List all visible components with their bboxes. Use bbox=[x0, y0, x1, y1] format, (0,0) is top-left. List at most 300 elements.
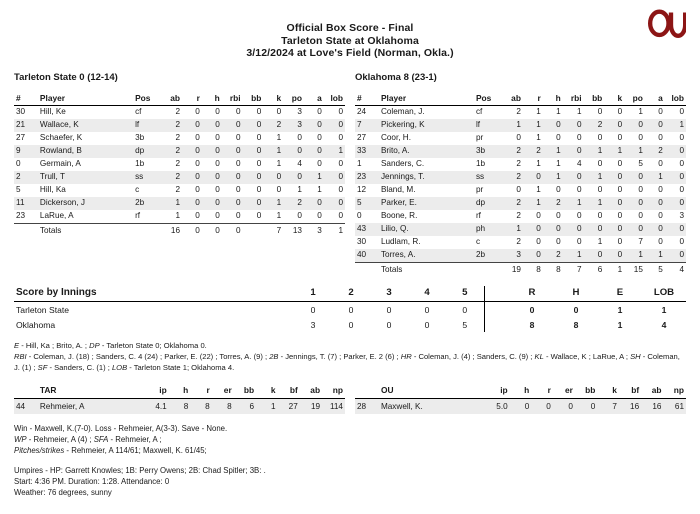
away-pitching-block bbox=[14, 383, 345, 413]
row-bb: 0 bbox=[256, 107, 262, 117]
batting-section bbox=[0, 72, 700, 277]
pitching-row bbox=[14, 399, 345, 414]
row-bb: 0 bbox=[584, 249, 605, 262]
innings-label: Score by Innings bbox=[14, 286, 294, 302]
row-h: 0 bbox=[215, 172, 220, 182]
col-number bbox=[14, 383, 38, 399]
row-bb: 0 bbox=[256, 172, 262, 182]
summary-h: 0 bbox=[573, 304, 579, 315]
pitcher-h: 8 bbox=[183, 401, 189, 411]
row-pos: lf bbox=[135, 120, 140, 130]
game-notes bbox=[0, 341, 700, 373]
note-label-sh: SH bbox=[630, 352, 641, 362]
summary-header-h: H bbox=[554, 286, 598, 302]
row-number: 27 bbox=[16, 133, 26, 143]
pitcher-h: 0 bbox=[524, 401, 530, 411]
row-h: 1 bbox=[556, 172, 561, 182]
row-po: 0 bbox=[638, 198, 643, 208]
innings-header-row bbox=[14, 286, 686, 302]
col-bb: bb bbox=[584, 92, 605, 106]
table-row bbox=[355, 105, 686, 118]
row-player: Dickerson, J bbox=[39, 198, 85, 208]
row-k: 0 bbox=[617, 159, 623, 169]
home-team-title: Oklahoma 8 (23-1) bbox=[355, 71, 437, 83]
row-number: 1 bbox=[357, 159, 362, 169]
col-r: r bbox=[531, 383, 553, 399]
col-er: er bbox=[553, 383, 575, 399]
col-h: h bbox=[169, 383, 191, 399]
row-player: Schaefer, K bbox=[39, 133, 83, 143]
totals-label: Totals bbox=[38, 223, 133, 237]
row-ab: 2 bbox=[175, 146, 181, 156]
row-player: Hill, Ke bbox=[39, 107, 66, 117]
away-team-title: Tarleton State 0 (12-14) bbox=[14, 71, 118, 83]
pitcher-k: 7 bbox=[612, 401, 617, 411]
inning-runs-5: 5 bbox=[446, 317, 484, 332]
col-ab: ab bbox=[502, 92, 523, 106]
title-line-2: Tarleton State at Oklahoma bbox=[281, 34, 419, 47]
row-bb: 0 bbox=[597, 224, 603, 234]
row-h: 1 bbox=[556, 146, 561, 156]
row-po: 0 bbox=[297, 172, 302, 182]
note-label-kl: KL bbox=[534, 352, 544, 362]
col-po: po bbox=[624, 92, 645, 106]
row-k: 0 bbox=[604, 249, 624, 262]
decision-block bbox=[14, 423, 686, 456]
inning-header-3: 3 bbox=[370, 286, 408, 302]
note-label-hr: HR bbox=[400, 352, 412, 362]
row-r: 0 bbox=[195, 185, 200, 195]
pitching-section bbox=[0, 383, 700, 413]
row-k: 0 bbox=[617, 198, 623, 208]
totals-po: 15 bbox=[624, 262, 645, 276]
row-rbi: 0 bbox=[576, 237, 582, 247]
row-rbi: 0 bbox=[576, 224, 582, 234]
row-r: 0 bbox=[536, 224, 541, 234]
col-lob: lob bbox=[324, 92, 345, 106]
col-r: r bbox=[523, 92, 543, 106]
row-player: Germain, A bbox=[39, 159, 81, 169]
row-h: 0 bbox=[556, 224, 561, 234]
row-player: Pickering, K bbox=[380, 120, 425, 130]
col-k: k bbox=[256, 383, 277, 399]
row-a: 0 bbox=[658, 211, 663, 221]
col-h: h bbox=[202, 92, 222, 106]
inning-runs-1: 0 bbox=[310, 304, 316, 315]
table-row bbox=[14, 184, 345, 197]
row-ab: 2 bbox=[175, 133, 181, 143]
table-row bbox=[355, 210, 686, 223]
row-number: 11 bbox=[16, 198, 25, 208]
row-pos: lf bbox=[475, 120, 481, 130]
row-player: Bland, M. bbox=[380, 185, 416, 195]
row-a: 0 bbox=[658, 198, 663, 208]
pitcher-k: 1 bbox=[271, 401, 276, 411]
row-rbi: 0 bbox=[576, 133, 582, 143]
innings-team-name: Tarleton State bbox=[16, 304, 70, 315]
footer-decision: Win - Maxwell, K.(7-0). Loss - Rehmeier, A(3-3). Save - None. bbox=[14, 423, 228, 433]
totals-lob: 4 bbox=[665, 262, 686, 276]
totals-row bbox=[355, 262, 686, 276]
row-r: 1 bbox=[536, 133, 541, 143]
pitcher-er: 8 bbox=[227, 401, 232, 411]
row-po: 1 bbox=[638, 107, 643, 117]
row-ab: 2 bbox=[516, 146, 521, 156]
summary-r: 0 bbox=[529, 304, 535, 315]
row-h: 0 bbox=[215, 133, 220, 143]
row-rbi: 0 bbox=[576, 211, 582, 221]
col-k: k bbox=[263, 92, 283, 106]
row-r: 0 bbox=[536, 172, 541, 182]
row-number: 2 bbox=[16, 172, 21, 182]
row-pos: 3b bbox=[135, 133, 145, 143]
row-number: 9 bbox=[16, 146, 21, 156]
row-r: 0 bbox=[195, 107, 200, 117]
row-number: 0 bbox=[16, 159, 21, 169]
row-k: 0 bbox=[617, 107, 623, 117]
col-bf: bf bbox=[619, 383, 641, 399]
row-rbi: 4 bbox=[576, 159, 582, 169]
row-a: 1 bbox=[317, 185, 322, 195]
row-po: 0 bbox=[638, 211, 643, 221]
note-label-2b: 2B bbox=[269, 352, 279, 362]
totals-bb bbox=[243, 223, 264, 237]
title-line-1: Official Box Score - Final bbox=[286, 22, 414, 34]
totals-ab: 19 bbox=[502, 262, 523, 276]
col-player: Player bbox=[379, 92, 474, 106]
summary-header-e: E bbox=[598, 286, 642, 302]
footer-text-sfa: - Rehmeier, A ; bbox=[108, 434, 162, 444]
table-row bbox=[355, 171, 686, 184]
innings-team-name: Oklahoma bbox=[16, 319, 56, 330]
row-h: 0 bbox=[556, 133, 561, 143]
row-k: 1 bbox=[617, 146, 623, 156]
footer-weather: Weather: 76 degrees, sunny bbox=[14, 487, 112, 497]
totals-k: 1 bbox=[604, 262, 624, 276]
summary-lob: 4 bbox=[661, 319, 667, 330]
row-pos: rf bbox=[475, 211, 481, 221]
col-number bbox=[355, 383, 379, 399]
table-row bbox=[14, 158, 345, 171]
col-r: r bbox=[182, 92, 202, 106]
row-bb: 0 bbox=[256, 120, 262, 130]
footer-label-sfa: SFA bbox=[93, 434, 109, 444]
row-a: 0 bbox=[658, 159, 663, 169]
col-a: a bbox=[304, 92, 324, 106]
col-k: k bbox=[597, 383, 619, 399]
row-ab: 0 bbox=[516, 133, 521, 143]
table-row bbox=[355, 249, 686, 262]
page-title bbox=[0, 0, 700, 60]
pitcher-name: Rehmeier, A bbox=[39, 401, 85, 411]
row-po: 0 bbox=[638, 133, 643, 143]
away-batting-table bbox=[14, 92, 345, 238]
totals-bb: 6 bbox=[584, 262, 605, 276]
row-ab: 2 bbox=[175, 185, 181, 195]
inning-header-4: 4 bbox=[408, 286, 446, 302]
game-info-block bbox=[14, 465, 686, 498]
row-a: 0 bbox=[658, 120, 663, 130]
table-row bbox=[14, 145, 345, 158]
pitcher-number: 28 bbox=[357, 401, 367, 411]
totals-number bbox=[355, 262, 379, 276]
row-lob: 0 bbox=[679, 159, 684, 169]
title-line-3: 3/12/2024 at Love's Field (Norman, Okla.) bbox=[246, 47, 454, 59]
row-rbi: 0 bbox=[576, 185, 582, 195]
row-pos: pr bbox=[475, 133, 484, 143]
inning-runs-3: 0 bbox=[386, 304, 392, 315]
row-r: 0 bbox=[195, 120, 200, 130]
inning-runs-2: 0 bbox=[348, 304, 354, 315]
row-number: 12 bbox=[357, 185, 367, 195]
note-label-dp: DP bbox=[89, 341, 100, 351]
row-k: 0 bbox=[617, 120, 623, 130]
row-a: 0 bbox=[317, 133, 322, 143]
col-bb: bb bbox=[243, 92, 264, 106]
row-player: Coleman, J. bbox=[380, 107, 425, 117]
row-po: 1 bbox=[624, 249, 645, 262]
row-r: 1 bbox=[536, 107, 541, 117]
row-h: 1 bbox=[556, 159, 561, 169]
pitching-row bbox=[355, 399, 686, 414]
row-k: 0 bbox=[617, 133, 623, 143]
row-po: 4 bbox=[297, 159, 302, 169]
row-pos: pr bbox=[475, 185, 484, 195]
row-bb: 0 bbox=[256, 159, 262, 169]
row-pos: dp bbox=[475, 198, 486, 208]
row-bb: 0 bbox=[256, 146, 262, 156]
row-ab: 2 bbox=[175, 120, 181, 130]
row-r: 2 bbox=[536, 146, 541, 156]
row-lob: 3 bbox=[679, 211, 684, 221]
table-row bbox=[355, 119, 686, 132]
row-number: 30 bbox=[357, 237, 367, 247]
note-label-rbi: RBI bbox=[14, 352, 27, 362]
inning-header-5: 5 bbox=[446, 286, 484, 302]
pitcher-ab: 19 bbox=[310, 401, 321, 411]
totals-ab: 16 bbox=[161, 223, 182, 237]
row-pos: cf bbox=[475, 107, 483, 117]
pitcher-number: 44 bbox=[16, 401, 26, 411]
col-ab: ab bbox=[641, 383, 663, 399]
col-player: Player bbox=[38, 92, 133, 106]
col-bf: bf bbox=[278, 383, 300, 399]
row-rbi: 0 bbox=[236, 107, 241, 117]
notes-line-stats bbox=[14, 352, 686, 373]
footer-umpires: Umpires - HP: Garrett Knowles; 1B: Perry Owens; 2B: Chad Spitler; 3B: . bbox=[14, 465, 266, 475]
note-label-lob: LOB bbox=[111, 362, 128, 372]
row-pos: ss bbox=[135, 172, 144, 182]
totals-k: 7 bbox=[263, 223, 283, 237]
row-r: 0 bbox=[195, 172, 200, 182]
row-lob: 0 bbox=[679, 107, 684, 117]
col-ip: ip bbox=[487, 383, 510, 399]
row-a: 0 bbox=[317, 198, 322, 208]
row-k: 0 bbox=[617, 185, 623, 195]
innings-row bbox=[14, 317, 686, 332]
away-batting-block bbox=[14, 72, 345, 277]
row-rbi: 0 bbox=[236, 133, 241, 143]
row-player: Boone, R. bbox=[380, 211, 418, 221]
col-ab: ab bbox=[161, 92, 182, 106]
row-r: 0 bbox=[195, 198, 200, 208]
row-a: 1 bbox=[645, 249, 665, 262]
row-pos: rf bbox=[133, 210, 161, 223]
table-row bbox=[355, 145, 686, 158]
col-k: k bbox=[604, 92, 624, 106]
table-row bbox=[14, 105, 345, 118]
totals-r: 8 bbox=[523, 262, 543, 276]
row-k: 0 bbox=[617, 224, 623, 234]
summary-header-r: R bbox=[510, 286, 554, 302]
summary-header-lob: LOB bbox=[642, 286, 686, 302]
row-r: 0 bbox=[536, 211, 541, 221]
row-number: 27 bbox=[357, 133, 367, 143]
inning-runs-4: 0 bbox=[424, 304, 430, 315]
inning-header-1: 1 bbox=[294, 286, 332, 302]
row-ab: 1 bbox=[516, 120, 521, 130]
row-r: 1 bbox=[536, 198, 541, 208]
table-row bbox=[355, 184, 686, 197]
totals-a: 5 bbox=[645, 262, 665, 276]
summary-h: 8 bbox=[573, 319, 579, 330]
home-pitching-table bbox=[355, 383, 686, 413]
pitcher-ip: 4.1 bbox=[155, 401, 167, 411]
table-row bbox=[355, 158, 686, 171]
col-rbi: rbi bbox=[563, 92, 584, 106]
row-number: 7 bbox=[357, 120, 362, 130]
footer-text-wp: - Rehmeier, A (4) ; bbox=[26, 434, 94, 444]
row-pos: 2b bbox=[474, 249, 502, 262]
row-rbi: 0 bbox=[576, 120, 582, 130]
row-player: Jennings, T. bbox=[380, 172, 425, 182]
pitcher-r: 8 bbox=[205, 401, 210, 411]
pitcher-np: 114 bbox=[329, 401, 343, 411]
summary-e: 1 bbox=[617, 319, 623, 330]
row-number: 30 bbox=[16, 107, 26, 117]
row-bb: 0 bbox=[256, 198, 262, 208]
row-rbi: 0 bbox=[236, 185, 241, 195]
col-number: # bbox=[355, 92, 379, 106]
note-text-sf: - Sanders, C. (1) ; bbox=[47, 362, 112, 372]
row-lob: 0 bbox=[338, 198, 343, 208]
row-h: 0 bbox=[202, 210, 222, 223]
row-pos: 1b bbox=[135, 159, 145, 169]
row-ab: 2 bbox=[516, 237, 521, 247]
row-number: 21 bbox=[16, 120, 26, 130]
row-player: Torres, A. bbox=[379, 249, 474, 262]
row-bb: 0 bbox=[597, 159, 603, 169]
note-label-e: E bbox=[14, 341, 20, 351]
table-row bbox=[14, 210, 345, 223]
row-pos: ph bbox=[475, 224, 486, 234]
row-k: 0 bbox=[617, 172, 623, 182]
note-label-sf: SF bbox=[37, 362, 48, 372]
totals-r: 0 bbox=[182, 223, 202, 237]
row-lob: 0 bbox=[338, 185, 343, 195]
col-number: # bbox=[14, 92, 38, 106]
home-batting-table bbox=[355, 92, 686, 277]
row-po: 5 bbox=[638, 159, 643, 169]
row-ab: 2 bbox=[516, 172, 521, 182]
totals-lob: 1 bbox=[324, 223, 345, 237]
row-pos: c bbox=[135, 185, 140, 195]
innings-gap-cell bbox=[484, 317, 510, 332]
table-row bbox=[14, 119, 345, 132]
table-row bbox=[355, 197, 686, 210]
row-k: 0 bbox=[617, 237, 623, 247]
row-lob: 0 bbox=[338, 172, 343, 182]
inning-runs-1: 3 bbox=[310, 319, 316, 330]
table-row bbox=[14, 171, 345, 184]
note-text-2b: - Jennings, T. (7) ; Parker, E. 2 (6) ; bbox=[278, 352, 401, 362]
totals-row bbox=[14, 223, 345, 237]
col-h: h bbox=[510, 383, 532, 399]
row-k: 0 bbox=[617, 211, 623, 221]
score-by-innings-table bbox=[14, 286, 686, 332]
pitcher-name: Maxwell, K. bbox=[380, 401, 423, 411]
table-row bbox=[355, 236, 686, 249]
row-bb: 0 bbox=[597, 133, 603, 143]
row-h: 2 bbox=[543, 249, 563, 262]
row-po: 7 bbox=[638, 237, 643, 247]
table-row bbox=[14, 197, 345, 210]
row-number: 23 bbox=[357, 172, 367, 182]
row-lob: 0 bbox=[679, 237, 684, 247]
row-po: 3 bbox=[297, 120, 302, 130]
row-r: 0 bbox=[195, 133, 200, 143]
row-ab: 2 bbox=[175, 107, 181, 117]
row-bb: 1 bbox=[597, 237, 603, 247]
pitcher-r: 0 bbox=[546, 401, 551, 411]
innings-gap bbox=[484, 286, 510, 302]
row-number: 23 bbox=[14, 210, 38, 223]
col-r: r bbox=[190, 383, 211, 399]
row-bb: 0 bbox=[597, 211, 603, 221]
home-pitching-block bbox=[355, 383, 686, 413]
row-h: 0 bbox=[215, 120, 220, 130]
row-player: Parker, E. bbox=[380, 198, 417, 208]
row-lob: 0 bbox=[324, 210, 345, 223]
col-bb: bb bbox=[575, 383, 597, 399]
row-a: 0 bbox=[317, 146, 322, 156]
row-bb: 1 bbox=[597, 146, 603, 156]
table-row bbox=[355, 223, 686, 236]
note-text-e: - Hill, Ka ; Brito, A. ; bbox=[19, 341, 90, 351]
row-r: 0 bbox=[523, 249, 543, 262]
row-bb: 0 bbox=[256, 133, 262, 143]
away-pitching-table bbox=[14, 383, 345, 413]
row-pos: 1b bbox=[475, 159, 486, 169]
row-number: 5 bbox=[16, 185, 21, 195]
summary-e: 1 bbox=[617, 304, 623, 315]
totals-a: 3 bbox=[304, 223, 324, 237]
score-by-innings-section bbox=[0, 286, 700, 332]
row-pos: cf bbox=[135, 107, 142, 117]
row-bb: 1 bbox=[597, 198, 603, 208]
row-po: 0 bbox=[638, 120, 643, 130]
notes-line-errors bbox=[14, 341, 686, 352]
row-bb: 0 bbox=[243, 210, 264, 223]
row-number: 43 bbox=[357, 224, 367, 234]
row-po: 1 bbox=[297, 185, 302, 195]
row-ab: 0 bbox=[516, 185, 521, 195]
row-player: Sanders, C. bbox=[380, 159, 425, 169]
away-batting-body bbox=[14, 105, 345, 237]
row-rbi: 0 bbox=[576, 146, 582, 156]
totals-rbi: 7 bbox=[563, 262, 584, 276]
row-rbi: 0 bbox=[236, 198, 241, 208]
